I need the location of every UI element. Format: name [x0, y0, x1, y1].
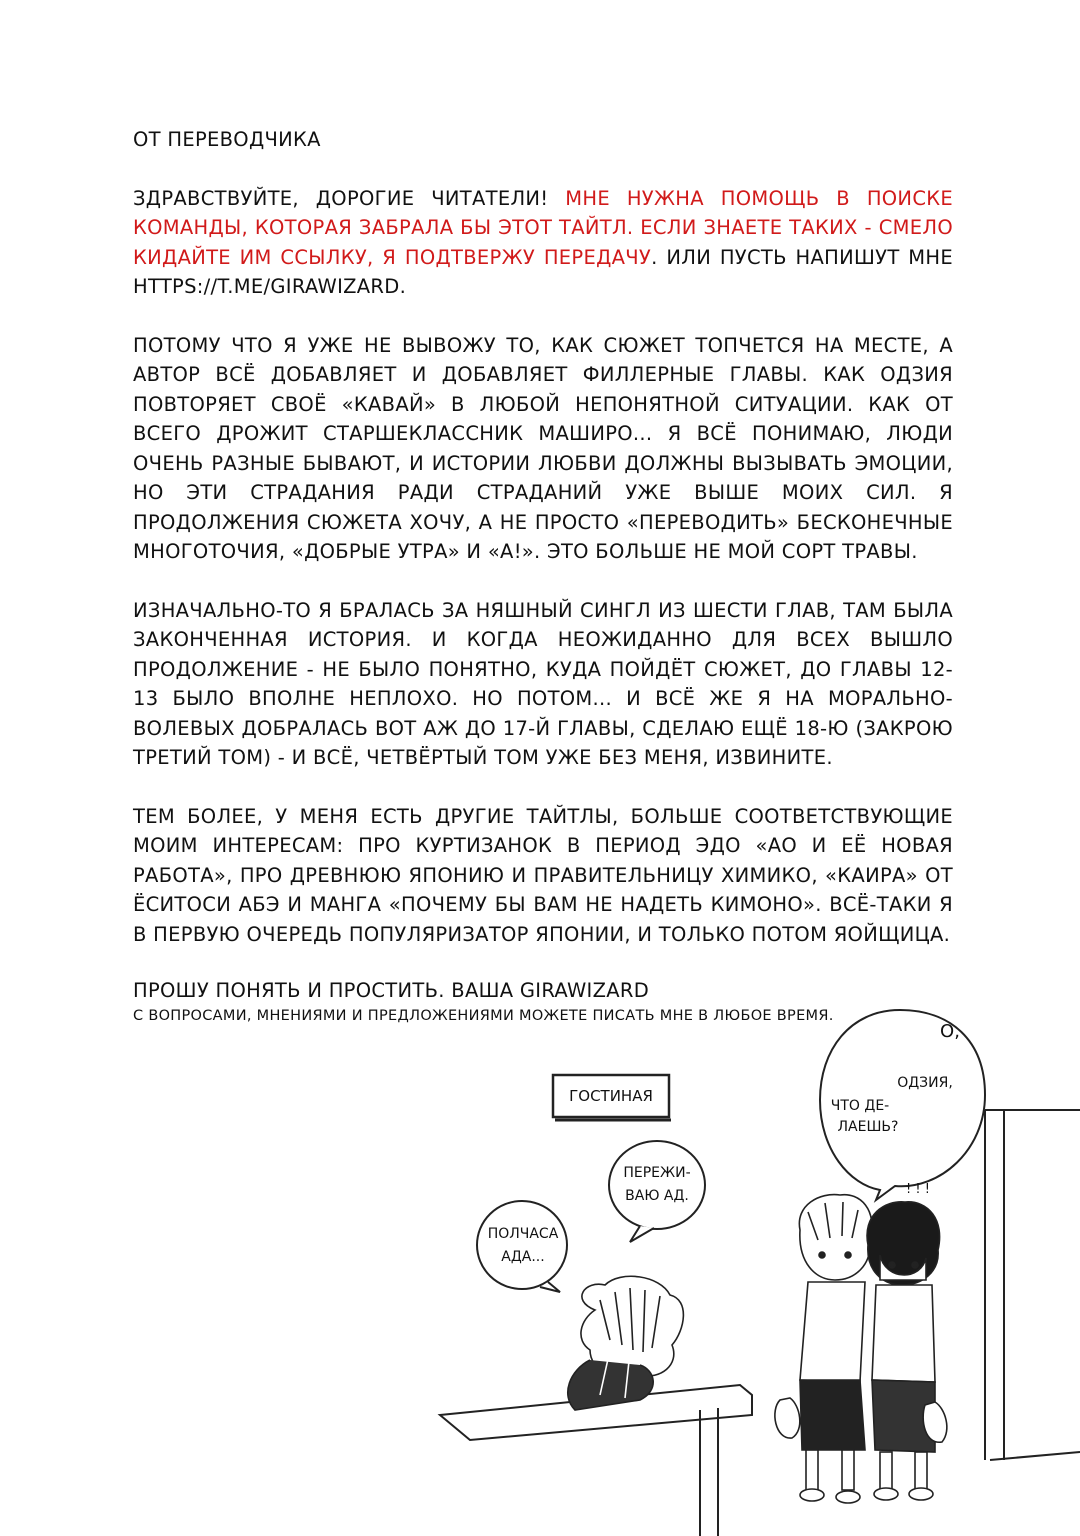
note-heading: ОТ ПЕРЕВОДЧИКА — [133, 128, 321, 151]
table — [440, 1385, 752, 1536]
location-caption: ГОСТИНАЯ — [569, 1087, 653, 1105]
bubble-odzia-line-2: ЧТО ДЕ- — [830, 1098, 890, 1114]
note-paragraph-2: ПОТОМУ ЧТО Я УЖЕ НЕ ВЫВОЖУ ТО, КАК СЮЖЕТ ТОПЧЕТСЯ НА МЕСТЕ, А АВТОР ВСЁ ДОБАВЛЯЕТ И ДОБАВЛЯЕТ ФИЛЛЕРНЫЕ ГЛАВЫ. КАК ОДЗИЯ ПОВТОРЯЕТ СВОЁ «КАВАЙ» В ЛЮБОЙ НЕПОНЯТНОЙ СИТУАЦИИ. КАК ОТ ВСЕГО ДРОЖИТ СТАРШЕКЛАССНИК МАШИРО... Я ВСЁ ПОНИМАЮ, ЛЮДИ ОЧЕНЬ РАЗНЫЕ БЫВАЮТ, И ИСТОРИИ ЛЮБВИ ДОЛЖНЫ ВЫЗЫВАТЬ ЭМОЦИИ, НО ЭТИ СТРАДАНИЯ РАДИ СТРАДАНИЙ УЖЕ ВЫШЕ МОИХ СИЛ. Я ПРОДОЛЖЕНИЯ СЮЖЕТА ХОЧУ, А НЕ ПРОСТО «ПЕРЕВОДИТЬ» БЕСКОНЕЧНЫЕ МНОГОТОЧИЯ, «ДОБРЫЕ УТРА» И «А!». ЭТО БОЛЬШЕ НЕ МОЙ СОРТ ТРАВЫ. — [133, 333, 953, 563]
bubble-o-text: О, — [940, 1021, 960, 1042]
contact-footnote: С ВОПРОСАМИ, МНЕНИЯМИ И ПРЕДЛОЖЕНИЯМИ МОЖЕТЕ ПИСАТЬ МНЕ В ЛЮБОЕ ВРЕМЯ. — [133, 1007, 834, 1024]
bubble-polchasa-line-1: ПОЛЧАСА — [487, 1226, 559, 1242]
note-paragraph-4: ТЕМ БОЛЕЕ, У МЕНЯ ЕСТЬ ДРУГИЕ ТАЙТЛЫ, БОЛЬШЕ СООТВЕТСТВУЮЩИЕ МОИМ ИНТЕРЕСАМ: ПРО КУРТИЗАНОК В ПЕРИОД ЭДО «АО И ЕЁ НОВАЯ РАБОТА», ПРО ДРЕВНЮЮ ЯПОНИЮ И ПРАВИТЕЛЬНИЦУ ХИМИКО, «КАИРА» ОТ ЁСИТОСИ АБЭ И МАНГА «ПОЧЕМУ БЫ ВАМ НЕ НАДЕТЬ КИМОНО». ВСЁ-ТАКИ Я В ПЕРВУЮ ОЧЕРЕДЬ ПОПУЛЯРИЗАТОР ЯПОНИИ, И ТОЛЬКО ПОТОМ ЯОЙЩИЦА. — [133, 804, 953, 946]
bubble-perezh-line-1: ПЕРЕЖИ- — [623, 1165, 691, 1181]
bubble-perezh-line-2: ВАЮ АД. — [625, 1188, 689, 1204]
bubble-polchasa-line-2: АДА... — [501, 1249, 545, 1265]
speech-bubble-polchasa — [477, 1201, 567, 1289]
standing-character-blond — [775, 1195, 872, 1503]
greeting-text: ЗДРАВСТВУЙТЕ, ДОРОГИЕ ЧИТАТЕЛИ! — [133, 186, 549, 210]
bubble-odzia-line-1: ОДЗИЯ, — [897, 1075, 953, 1091]
contact-text[interactable]: . ИЛИ ПУСТЬ НАПИШУТ МНЕ HTTPS://T.ME/GIRAWIZARD. — [133, 245, 953, 298]
seated-character — [568, 1276, 684, 1410]
note-paragraph-3: ИЗНАЧАЛЬНО-ТО Я БРАЛАСЬ ЗА НЯШНЫЙ СИНГЛ ИЗ ШЕСТИ ГЛАВ, ТАМ БЫЛА ЗАКОНЧЕННАЯ ИСТОРИЯ. И КОГДА НЕОЖИДАННО ДЛЯ ВСЕХ ВЫШЛО ПРОДОЛЖЕНИЕ - НЕ БЫЛО ПОНЯТНО, КУДА ПОЙДЁТ СЮЖЕТ, ДО ГЛАВЫ 12-13 БЫЛО ВПОЛНЕ НЕПЛОХО. НО ПОТОМ... И ВСЁ ЖЕ Я НА МОРАЛЬНО-ВОЛЕВЫХ ДОБРАЛАСЬ ВОТ АЖ ДО 17-Й ГЛАВЫ, СДЕЛАЮ ЕЩЁ 18-Ю (ЗАКРОЮ ТРЕТИЙ ТОМ) - И ВСЁ, ЧЕТВЁРТЫЙ ТОМ УЖЕ БЕЗ МЕНЯ, ИЗВИНИТЕ. — [133, 598, 953, 769]
signature-line: ПРОШУ ПОНЯТЬ И ПРОСТИТЬ. ВАША GIRAWIZARD — [133, 979, 650, 1002]
standing-character-dark — [867, 1202, 947, 1500]
bubble-odzia-line-3: ЛАЕШЬ? — [837, 1119, 899, 1135]
room-lines — [985, 1110, 1080, 1460]
request-text: МНЕ НУЖНА ПОМОЩЬ В ПОИСКЕ КОМАНДЫ, КОТОРАЯ ЗАБРАЛА БЫ ЭТОТ ТАЙТЛ. ЕСЛИ ЗНАЕТЕ ТАКИХ - СМЕЛО КИДАЙТЕ ИМ ССЫЛКУ, Я ПОДТВЕРЖУ ПЕРЕДАЧУ — [133, 186, 953, 269]
speech-bubble-perezhivayu — [609, 1141, 705, 1229]
sfx-exclamations: ! ! ! — [906, 1182, 930, 1197]
